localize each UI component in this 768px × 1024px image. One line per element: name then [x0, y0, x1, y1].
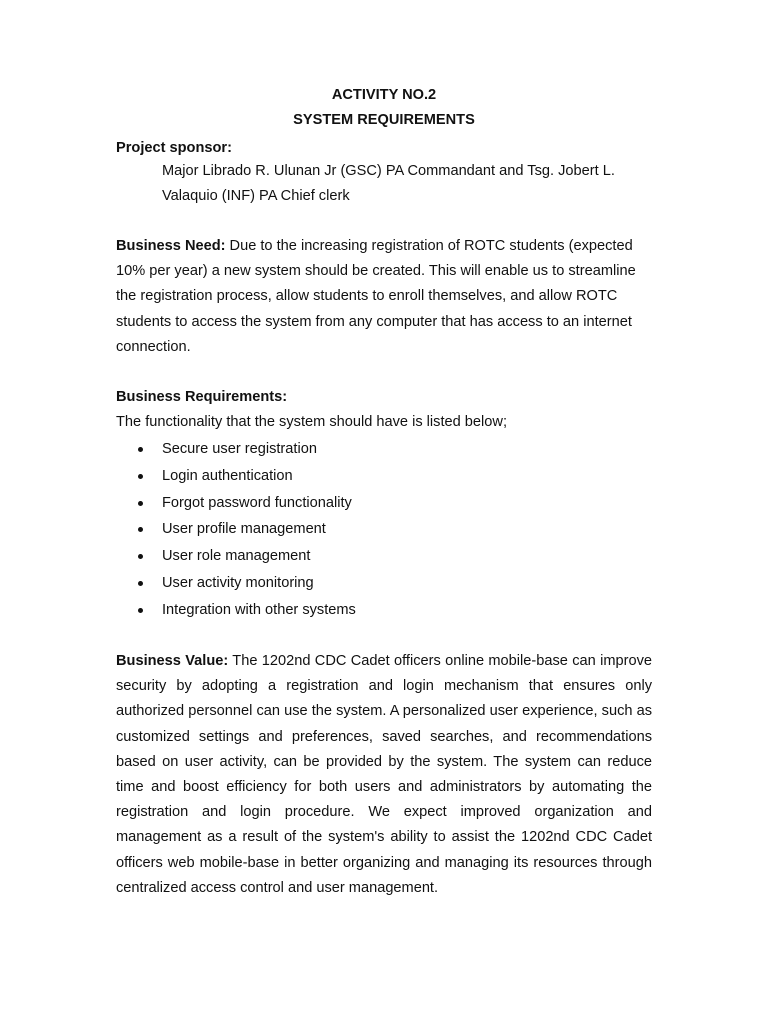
business-requirements-heading: Business Requirements:	[116, 389, 288, 405]
list-item	[116, 436, 356, 463]
document-title: SYSTEM REQUIREMENTS	[293, 112, 475, 128]
list-item-label: Integration with other systems	[162, 601, 356, 618]
bullet-icon	[138, 581, 143, 586]
project-sponsor-heading: Project sponsor:	[116, 140, 232, 156]
bullet-icon	[138, 447, 143, 452]
bullet-icon	[138, 501, 143, 506]
business-need-paragraph	[116, 234, 652, 360]
list-item	[116, 516, 356, 543]
bullet-icon	[138, 554, 143, 559]
business-requirements-intro: The functionality that the system should have is listed below;	[116, 414, 507, 430]
list-item-label: Login authentication	[162, 467, 293, 484]
bullet-icon	[138, 527, 143, 532]
business-need-text: Due to the increasing registration of ROTC students (expected 10% per year) a new system should be created. This will enable us to streamline the registration process, allow students to enroll themselves, and allow ROTC students to access the system from any computer that has access to an internet connection.	[116, 238, 636, 355]
business-need-label: Business Need:	[116, 238, 226, 254]
requirements-list	[116, 436, 356, 624]
project-sponsor-text: Major Librado R. Ulunan Jr (GSC) PA Commandant and Tsg. Jobert L. Valaquio (INF) PA Chief clerk	[162, 163, 615, 205]
list-item-label: Forgot password functionality	[162, 494, 352, 511]
list-item-label: User profile management	[162, 521, 326, 538]
business-value-text: The 1202nd CDC Cadet officers online mobile-base can improve security by adopting a registration and login mechanism that ensures only authorized personnel can use the system. A personalized user experience, such as customized settings and preferences, saved searches, and recommendations based on user activity, can be provided by the system. The system can reduce time and boost efficiency for both users and administrators by automating the registration and login procedure. We expect improved organization and management as a result of the system's ability to assist the 1202nd CDC Cadet officers web mobile-base in better organizing and managing its resources through centralized access control and user management.	[116, 653, 652, 896]
activity-title: ACTIVITY NO.2	[331, 87, 437, 103]
business-value-paragraph	[116, 649, 652, 901]
bullet-icon	[138, 608, 143, 613]
list-item	[116, 597, 356, 624]
bullet-icon	[138, 474, 143, 479]
list-item	[116, 543, 356, 570]
list-item-label: User role management	[162, 548, 311, 565]
list-item	[116, 490, 356, 517]
list-item	[116, 463, 356, 490]
business-value-label: Business Value:	[116, 653, 229, 669]
list-item	[116, 570, 356, 597]
list-item-label: Secure user registration	[162, 441, 317, 457]
list-item-label: User activity monitoring	[162, 574, 314, 591]
